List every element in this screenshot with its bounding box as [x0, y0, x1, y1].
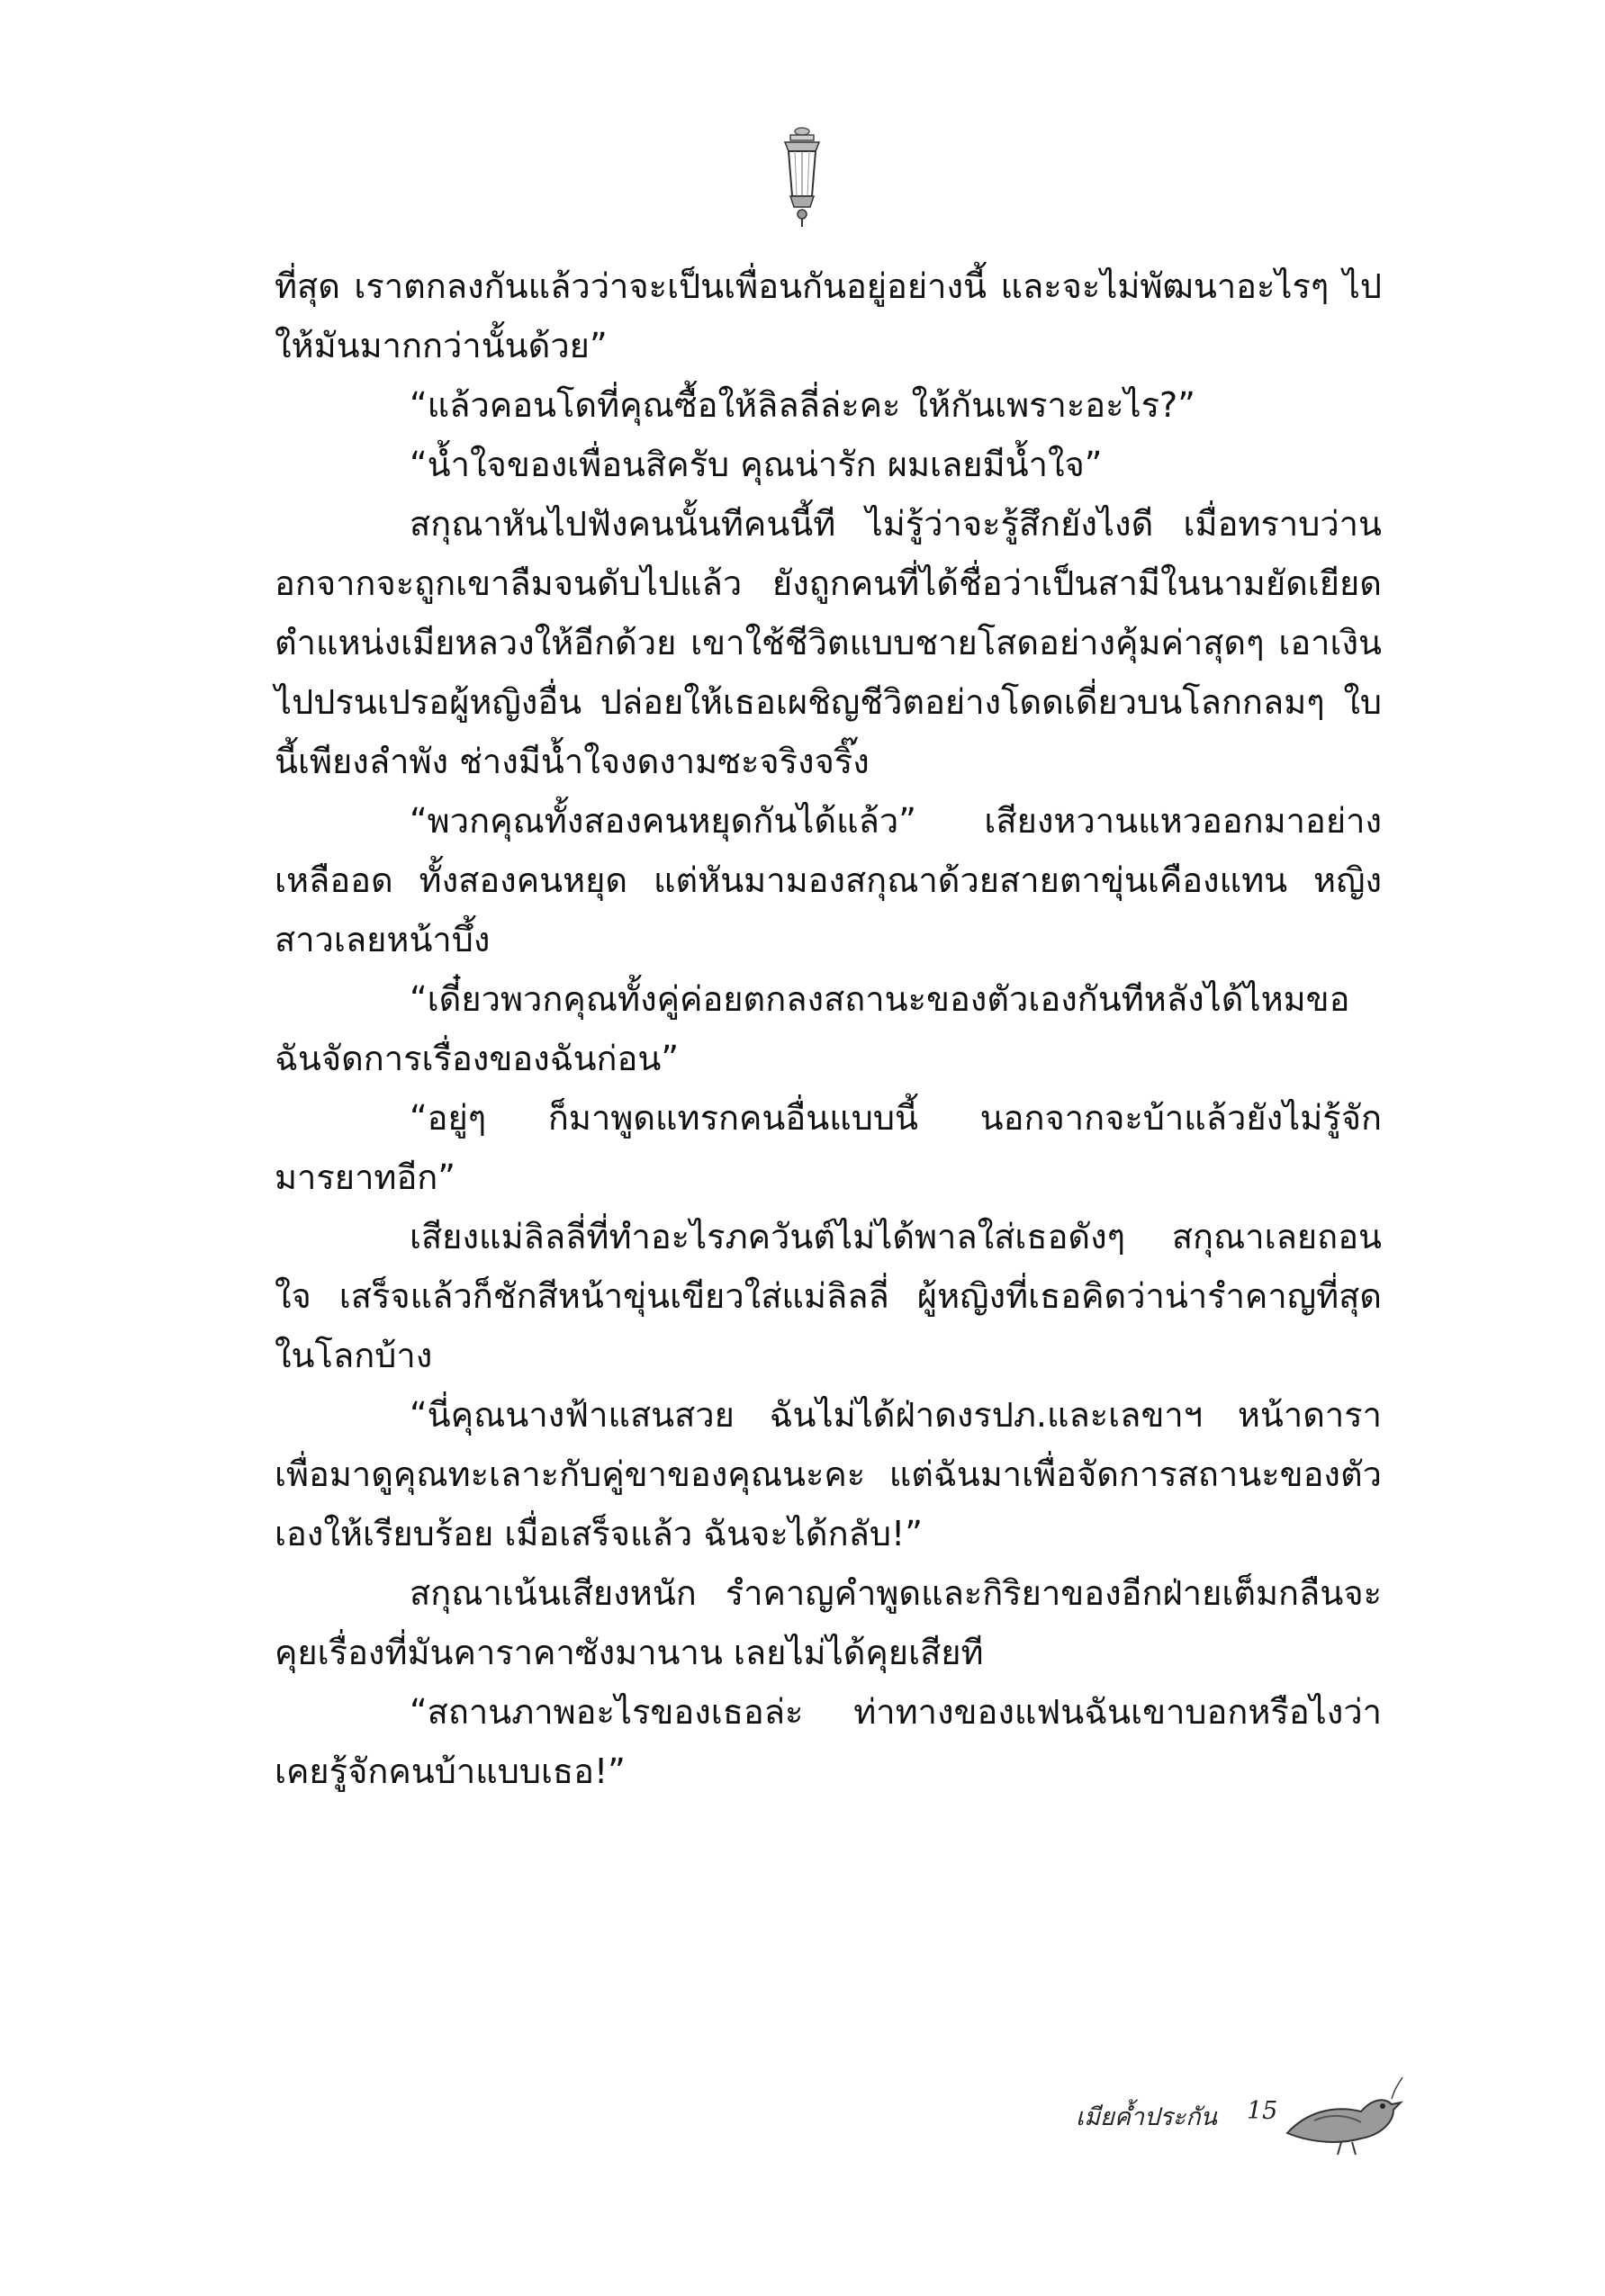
paragraph: “นี่คุณนางฟ้าแสนสวย ฉันไม่ได้ฝ่าดงรปภ.และเลขาฯ หน้าดาราเพื่อมาดูคุณทะเลาะกับคู่ขาของคุณนะคะ แต่ฉันมาเพื่อจัดการสถานะของตัวเองให้เรียบร้อย เมื่อเสร็จแล้ว ฉันจะได้กลับ!”	[275, 1395, 1382, 1553]
paragraph: “อยู่ๆ ก็มาพูดแทรกคนอื่นแบบนี้ นอกจากจะบ้าแล้วยังไม่รู้จักมารยาทอีก”	[275, 1098, 1382, 1197]
body-text	[275, 257, 1382, 1801]
page-footer	[900, 2061, 1404, 2169]
paragraph: “พวกคุณทั้งสองคนหยุดกันได้แล้ว” เสียงหวานแหวออกมาอย่างเหลืออด ทั้งสองคนหยุด แต่หันมามองสกุณาด้วยสายตาขุ่นเคืองแทน หญิงสาวเลยหน้าบึ้ง	[275, 801, 1382, 959]
page-number: 15	[1247, 2097, 1278, 2125]
lantern-icon	[780, 124, 825, 232]
bird-icon	[1278, 2068, 1404, 2158]
paragraph: สกุณาเน้นเสียงหนัก รำคาญคำพูดและกิริยาของอีกฝ่ายเต็มกลืนจะคุยเรื่องที่มันคาราคาซังมานาน เลยไม่ได้คุยเสียที	[275, 1573, 1382, 1672]
book-title: เมียค้ำประกัน	[1076, 2103, 1218, 2131]
paragraph: “สถานภาพอะไรของเธอล่ะ ท่าทางของแฟนฉันเขาบอกหรือไงว่าเคยรู้จักคนบ้าแบบเธอ!”	[275, 1692, 1382, 1791]
paragraph: “แล้วคอนโดที่คุณซื้อให้ลิลลี่ล่ะคะ ให้กันเพราะอะไร?”	[410, 385, 1195, 425]
paragraph: ที่สุด เราตกลงกันแล้วว่าจะเป็นเพื่อนกันอยู่อย่างนี้ และจะไม่พัฒนาอะไรๆ ไปให้มันมากกว่านั้นด้วย”	[275, 266, 1382, 365]
paragraph: “เดี๋ยวพวกคุณทั้งคู่ค่อยตกลงสถานะของตัวเองกันทีหลังได้ไหมขอฉันจัดการเรื่องของฉันก่อน”	[275, 979, 1350, 1078]
paragraph: “น้ำใจของเพื่อนสิครับ คุณน่ารัก ผมเลยมีน้ำใจ”	[410, 445, 1103, 484]
paragraph: เสียงแม่ลิลลี่ที่ทำอะไรภควันต์ไม่ได้พาลใส่เธอดังๆ สกุณาเลยถอนใจ เสร็จแล้วก็ชักสีหน้าขุ่นเขียวใส่แม่ลิลลี่ ผู้หญิงที่เธอคิดว่าน่ารำคาญที่สุดในโลกบ้าง	[275, 1217, 1382, 1375]
paragraph: สกุณาหันไปฟังคนนั้นทีคนนี้ที ไม่รู้ว่าจะรู้สึกยังไงดี เมื่อทราบว่านอกจากจะถูกเขาลืมจนดับไปแล้ว ยังถูกคนที่ได้ชื่อว่าเป็นสามีในนามยัดเยียดตำแหน่งเมียหลวงให้อีกด้วย เขาใช้ชีวิตแบบชายโสดอย่างคุ้มค่าสุดๆ เอาเงินไปปรนเปรอผู้หญิงอื่น ปล่อยให้เธอเผชิญชีวิตอย่างโดดเดี่ยวบนโลกกลมๆ ใบนี้เพียงลำพัง ช่างมีน้ำใจงดงามซะจริงจริ๊ง	[275, 504, 1382, 781]
